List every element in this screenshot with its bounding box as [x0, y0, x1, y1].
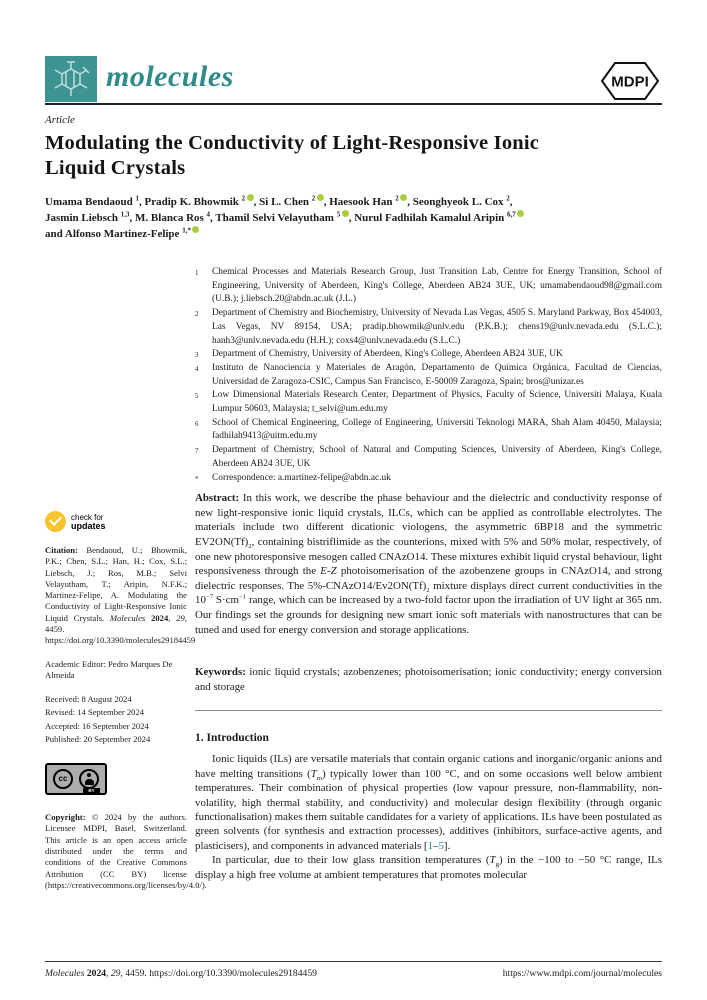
keywords-label: Keywords:: [195, 666, 246, 679]
citation: [45, 545, 196, 647]
abstract-text: In this work, we describe the phase behaviour and the dielectric and conductivity response of new light-responsive ionic liquid crystals, ILCs, which can be applied as controllable electrolytes. The materials include two different dicationic viologens, the asymmetric 6BP18 and the symmetric $EV2ON(Tf)_2$, containing bistriflimide as the counterions, mixed with 5% and 50% molar, respectively, of one new photoresponsive mesogen called CNAzO14. These mixtures exhibit liquid crystal behaviour, light responsiveness through the E-Z photoisomerisation of the azobenzene groups in CNAzO14, and strong dielectric responses. The $5\%-CNAzO14/Ev2ON(Tf)_2$ mixture displays direct current conductivities in the $10^{-7}$ $S\cdot cm^{-1}$ range, which can be increased by a two-fold factor upon the irradiation of UV light at 365 nm. Our findings set the grounds for designing new smart ionic soft materials with nanostructures that can be tuned and used for energy conversion and storage applications.: [195, 492, 662, 636]
footer-rule: [45, 961, 662, 962]
check-updates-label-line2: updates: [71, 520, 106, 531]
affiliation-item: [195, 266, 662, 307]
affiliation-number: 7: [195, 447, 199, 456]
orcid-icon[interactable]: [247, 194, 254, 201]
intro-paragraph-1: Ionic liquids (ILs) are versatile materials that contain organic cations and inorganic/organic anions and have melting transitions $(T_m)$ typically lower than 100 °C, and on some occasions well below ambient temperatures. Their combination of physical properties (low vapour pressure, non-flammability, non-volatility, high thermal stability, and conductivity) and molecular design flexibility (through organic functionalisation) makes them suitable candidates for a variety of applications. ILs have been postulated as green solvents (for synthesis and extraction processes), additives (inhibitors, surface-active agents, and plasticisers), and components in advanced materials [1–5].: [195, 753, 662, 852]
citation-text[interactable]: Bendaoud, U.; Bhowmik, P.K.; Chen, S.L.; Han, H.; Cox, S.L.; Liebsch, J.; Ros, M.B.; Selvi Velayutham, T.; Aripin, N.F.K.; Martinez-Felipe, A. Modulating the Conductivity of Light-Responsive Ionic Liquid Crystals. Molecules 2024, 29, 4459. https://doi.org/10.3390/molecules29184459: [45, 545, 196, 646]
section-divider: [195, 710, 662, 711]
by-label: BY: [83, 788, 100, 794]
check-updates-badge[interactable]: [45, 511, 115, 532]
date-accepted: Accepted: 16 September 2024: [45, 720, 149, 731]
check-icon: [45, 511, 66, 532]
affiliation-text: School of Chemical Engineering, College of Engineering, Universiti Teknologi MARA, Shah Alam 40450, Malaysia; fadhilah9413@uitm.edu.my: [212, 417, 662, 442]
affiliation-number: 6: [195, 419, 199, 428]
keywords-text: ionic liquid crystals; azobenzenes; photoisomerisation; ionic conductivity; energy conversion and storage: [195, 666, 662, 693]
intro-heading: 1. Introduction: [195, 732, 269, 745]
affiliation-number: 5: [195, 392, 199, 401]
person-icon: [79, 769, 99, 789]
affiliation-number: 2: [195, 310, 199, 319]
orcid-icon[interactable]: [192, 226, 199, 233]
affiliation-item: [195, 444, 662, 471]
affiliation-item: [195, 307, 662, 348]
sidebar: [45, 511, 207, 891]
affiliation-text: Department of Chemistry and Biochemistry, University of Nevada Las Vegas, 4505 S. Maryland Parkway, Box 454003, Las Vegas, NV 89154, USA; pradip.bhowmik@unlv.edu (P.K.B.); chens19@unlv.nevada.edu (S.L.C.); hanh3@unlv.nevada.edu (H.H.); coxs4@unlv.nevada.edu (S.L.C.): [212, 308, 662, 346]
affiliation-number: 1: [195, 269, 199, 277]
affiliation-text: Correspondence: a.martinez-felipe@abdn.ac.uk: [212, 472, 391, 483]
affiliation-item: [195, 417, 662, 444]
date-published: Published: 20 September 2024: [45, 733, 151, 744]
academic-editor: Academic Editor: Pedro Marques De Almeida: [45, 658, 173, 680]
affiliation-text: Department of Chemistry, School of Natural and Computing Sciences, University of Aberdeen, King's College, Aberdeen AB24 3UE, UK: [212, 445, 662, 469]
intro-paragraph-2: In particular, due to their low glass transition temperatures $(T_g)$ in the −100 to −50 °C range, ILs display a high free volume at ambient temperatures that promotes molecular: [195, 854, 662, 881]
abstract-label: Abstract:: [195, 492, 240, 505]
affiliation-number: 4: [195, 364, 199, 373]
copyright: [45, 812, 207, 891]
date-revised: Revised: 14 September 2024: [45, 707, 145, 718]
reference-link[interactable]: 1: [427, 839, 434, 852]
affiliation-item: [195, 348, 662, 362]
mdpi-logo-text: MDPI: [611, 73, 649, 91]
abstract: [195, 491, 662, 637]
affiliation-text: Low Dimensional Materials Research Center, Department of Physics, Faculty of Science, Universiti Malaya, Kuala Lumpur 50603, Malaysia; t_selvi@um.edu.my: [212, 390, 662, 415]
affiliation-text: Chemical Processes and Materials Research Group, Just Transition Lab, Centre for Energy Transition, School of Engineering, University of Aberdeen, King's College, Aberdeen AB24 3UE, UK; umamabendaoud98@gmail.com (U.B.); j.liebsch.20@abdn.ac.uk (J.L.): [212, 267, 662, 305]
reference-link[interactable]: 5: [438, 839, 444, 852]
affiliation-text: Instituto de Nanociencia y Materiales de Aragón, Departamento de Química Orgánica, Facultad de Ciencias, Universidad de Zaragoza-CSIC, Campus San Francisco, E-50009 Zaragoza, Spain; bros@unizar.es: [212, 362, 662, 387]
cc-by-badge[interactable]: [45, 763, 107, 795]
footer-journal-url[interactable]: https://www.mdpi.com/journal/molecules: [502, 968, 662, 979]
orcid-icon[interactable]: [317, 194, 324, 201]
orcid-icon[interactable]: [517, 210, 524, 217]
affiliation-text: Department of Chemistry, University of Aberdeen, King's College, Aberdeen AB24 3UE, UK: [212, 349, 563, 360]
footer: [45, 968, 662, 979]
orcid-icon[interactable]: [342, 210, 349, 217]
journal-name: molecules: [106, 60, 234, 93]
affiliation-item: [195, 389, 662, 416]
affiliation-item: [195, 362, 662, 389]
affiliation-number: *: [195, 474, 199, 483]
paper-title: Modulating the Conductivity of Light-Responsive Ionic Liquid Crystals: [45, 132, 540, 179]
keywords: [195, 665, 662, 694]
affiliations-list: [195, 266, 662, 485]
mdpi-logo: [598, 60, 662, 102]
copyright-label: Copyright:: [45, 812, 86, 823]
header-rule: [45, 103, 662, 105]
copyright-text: © 2024 by the authors. Licensee MDPI, Basel, Switzerland. This article is an open access article distributed under the terms and conditions of the Creative Commons Attribution (CC BY) license (https://creativecommons.org/licenses/by/4.0/).: [45, 812, 207, 890]
authors-line: Umama Bendaoud $^1$, Pradip K. Bhowmik $^2$ , Si L. Chen $^2$ , Haesook Han $^2$ , Seonghyeok L. Cox $^2$, Jasmin Liebsch $^{1,3}$, M. Blanca Ros $^4$, Thamil Selvi Velayutham $^5$ , Nurul Fadhilah Kamalul Aripin $^{6,7}$ and Alfonso Martinez-Felipe $^{1,*}$: [45, 194, 670, 241]
cc-icon: cc: [53, 769, 73, 789]
footer-citation[interactable]: Molecules 2024, 29, 4459. https://doi.org/10.3390/molecules29184459: [45, 968, 317, 979]
date-received: Received: 8 August 2024: [45, 694, 132, 705]
affiliation-number: 3: [195, 351, 199, 360]
molecules-logo-icon: [45, 56, 97, 102]
main-column: [195, 266, 662, 882]
check-updates-label-line1: check for: [71, 512, 104, 522]
article-type-label: Article: [45, 114, 75, 126]
history-dates: [45, 693, 187, 746]
citation-label: Citation:: [45, 545, 78, 555]
affiliation-item: [195, 472, 662, 486]
